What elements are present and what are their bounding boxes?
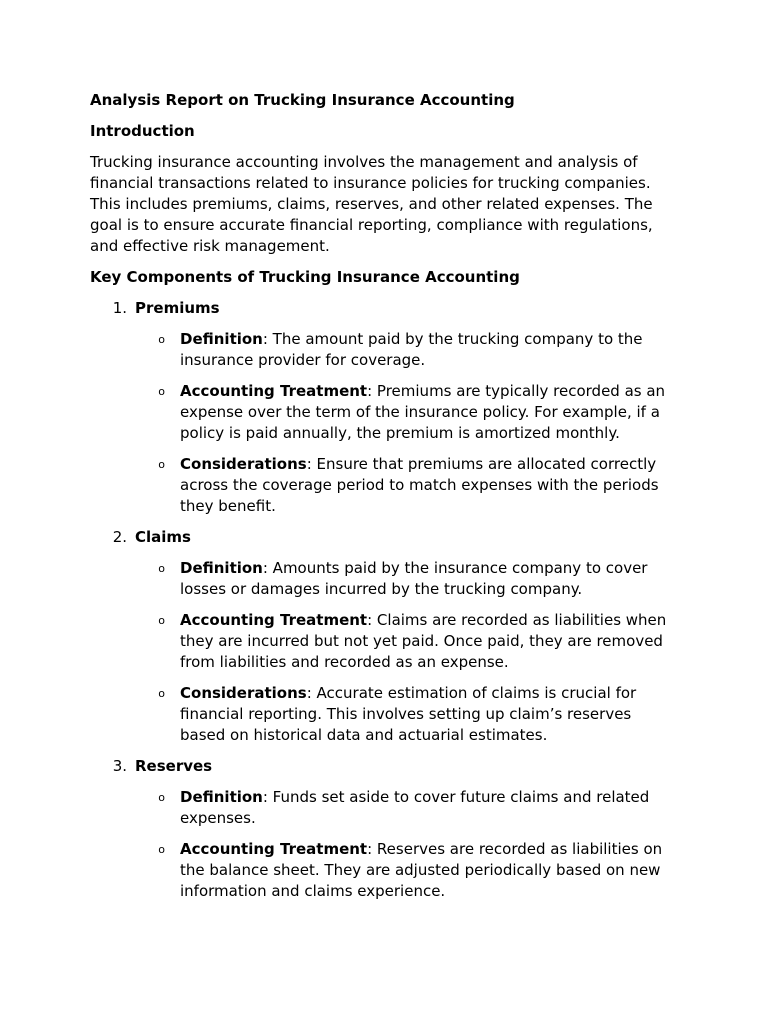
list-item-description: : Amounts paid by the insurance company to cover losses or damages incurred by the trucking company. (180, 559, 648, 598)
list-item-text (180, 558, 678, 600)
list-item-text (180, 381, 678, 444)
section-number-text: 1. (112, 299, 127, 317)
list-item-text (180, 610, 678, 673)
list-item-term: Accounting Treatment (180, 382, 368, 400)
hollow-bullet-icon: o (158, 562, 165, 575)
list-item-term: Definition (180, 788, 263, 806)
list-item (90, 558, 678, 600)
section-reserves (90, 756, 678, 902)
section-title: Claims (135, 528, 191, 546)
list-item-term: Definition (180, 330, 263, 348)
hollow-bullet-icon: o (158, 843, 165, 856)
hollow-bullet-icon: o (158, 333, 165, 346)
list-item-description: : Funds set aside to cover future claims and related expenses. (180, 788, 650, 827)
list-item (90, 381, 678, 444)
bullet-list (90, 787, 678, 902)
list-item-text (180, 839, 678, 902)
list-item-description: : Premiums are typically recorded as an expense over the term of the insurance policy. For example, if a policy is paid annually, the premium is amortized monthly. (180, 382, 666, 442)
sections-list (90, 298, 678, 902)
bullet-list (90, 558, 678, 746)
section-claims (90, 527, 678, 746)
introduction-heading: Introduction (90, 122, 195, 140)
list-item-description: : Claims are recorded as liabilities when they are incurred but not yet paid. Once paid, they are removed from liabilities and recorded as an expense. (180, 611, 667, 671)
list-item (90, 454, 678, 517)
list-item-description: : Ensure that premiums are allocated correctly across the coverage period to match expenses with the periods they benefit. (180, 455, 659, 515)
hollow-bullet-icon: o (158, 385, 165, 398)
introduction-paragraph: Trucking insurance accounting involves the management and analysis of financial transactions related to insurance policies for trucking companies. This includes premiums, claims, reserves, and other related expenses. The goal is to ensure accurate financial reporting, compliance with regulations, and effective risk management. (90, 153, 653, 255)
section-number-text: 2. (112, 528, 127, 546)
section-heading (90, 527, 678, 548)
list-item (90, 839, 678, 902)
list-item-term: Considerations (180, 455, 307, 473)
list-item (90, 683, 678, 746)
bullet-list (90, 329, 678, 517)
list-item-term: Considerations (180, 684, 307, 702)
list-item-text (180, 454, 678, 517)
list-item (90, 610, 678, 673)
section-number-text: 3. (112, 757, 127, 775)
section-premiums (90, 298, 678, 517)
list-item (90, 787, 678, 829)
list-item-text (180, 787, 678, 829)
list-item-term: Accounting Treatment (180, 840, 368, 858)
section-heading (90, 298, 678, 319)
list-item-term: Accounting Treatment (180, 611, 368, 629)
section-number (90, 756, 135, 777)
hollow-bullet-icon: o (158, 458, 165, 471)
list-item-description: : The amount paid by the trucking company to the insurance provider for coverage. (180, 330, 643, 369)
section-title: Reserves (135, 757, 213, 775)
hollow-bullet-icon: o (158, 614, 165, 627)
section-number (90, 298, 135, 319)
document-title: Analysis Report on Trucking Insurance Accounting (90, 91, 515, 109)
hollow-bullet-icon: o (158, 687, 165, 700)
components-heading: Key Components of Trucking Insurance Accounting (90, 268, 520, 286)
list-item-term: Definition (180, 559, 263, 577)
list-item-description: : Accurate estimation of claims is crucial for financial reporting. This involves setting up claim’s reserves based on historical data and actuarial estimates. (180, 684, 637, 744)
hollow-bullet-icon: o (158, 791, 165, 804)
list-item-description: : Reserves are recorded as liabilities on the balance sheet. They are adjusted periodically based on new information and claims experience. (180, 840, 663, 900)
section-heading (90, 756, 678, 777)
list-item (90, 329, 678, 371)
section-title: Premiums (135, 299, 220, 317)
list-item-text (180, 329, 678, 371)
section-number (90, 527, 135, 548)
list-item-text (180, 683, 678, 746)
